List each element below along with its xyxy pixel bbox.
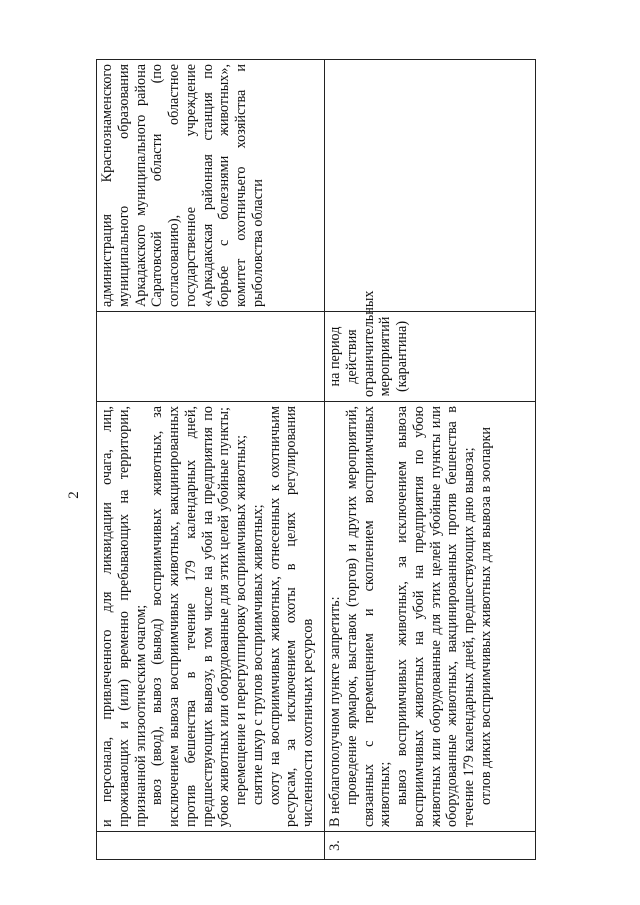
action-text: охоту на восприимчивых животных, отнесенных к охотничьим ресурсам, за исключением охоты в целях регулирования численности охотничьих ресурсов [266,406,316,827]
term-cell [97,312,325,402]
responsible-cell [325,60,536,312]
rotated-page [66,60,546,860]
action-text: проведение ярмарок, выставок (торгов) и других мероприятий, связанных с перемещением и скоплением восприимчивых животных; [343,406,394,827]
table-row [97,60,325,860]
action-text: вывоз восприимчивых животных, за исключением вывоза восприимчивых животных на убой на предприятия по убою животных или оборудованные для этих целей убойные пункты или оборудованные животных, вакцинированных против бешенства в течение 179 календарных дней, предшествующих дню вывоза; [394,406,477,827]
action-text: ввоз (ввод), вывоз (вывод) восприимчивых животных, за исключением вывоза восприимчивых животных, вакцинированных против бешенства в течение 179 календарных дней, предшествующих вывозу, в том числе на убой на предприятия по убою животных или оборудованные для этих целей убойные пункты; [149,406,233,827]
actions-cell [325,402,536,832]
row-number-cell: 3. [325,832,536,860]
table-row [325,60,536,860]
action-text: отлов диких восприимчивых животных для вывоза в зоопарки [477,427,494,805]
page-number: 2 [66,491,82,499]
action-text: и персонала, привлеченного для ликвидации очага, лиц, проживающих и (или) временно пребывающих на территории, признанной эпизоотическим очагом; [99,406,149,827]
actions-cell [97,402,325,832]
row-number-cell [97,832,325,860]
action-text: перемещение и перегруппировку восприимчивых животных; [233,434,249,805]
action-heading: В неблагополучном пункте запретить: [327,596,343,827]
action-text: снятие шкур с трупов восприимчивых животных; [249,504,266,805]
responsible-text: администрация Краснознаменского муниципального образования Аркадакского муниципального района Саратовской области (по согласованию), областное государственное учреждение «Аркадакская районная станция по борьбе с болезнями животных», комитет охотничьего хозяйства и рыболовства области [99,64,266,307]
measures-table [96,59,536,860]
responsible-cell [97,60,325,312]
term-cell: на период действия ограничительных мероприятий (карантина) [325,312,536,402]
